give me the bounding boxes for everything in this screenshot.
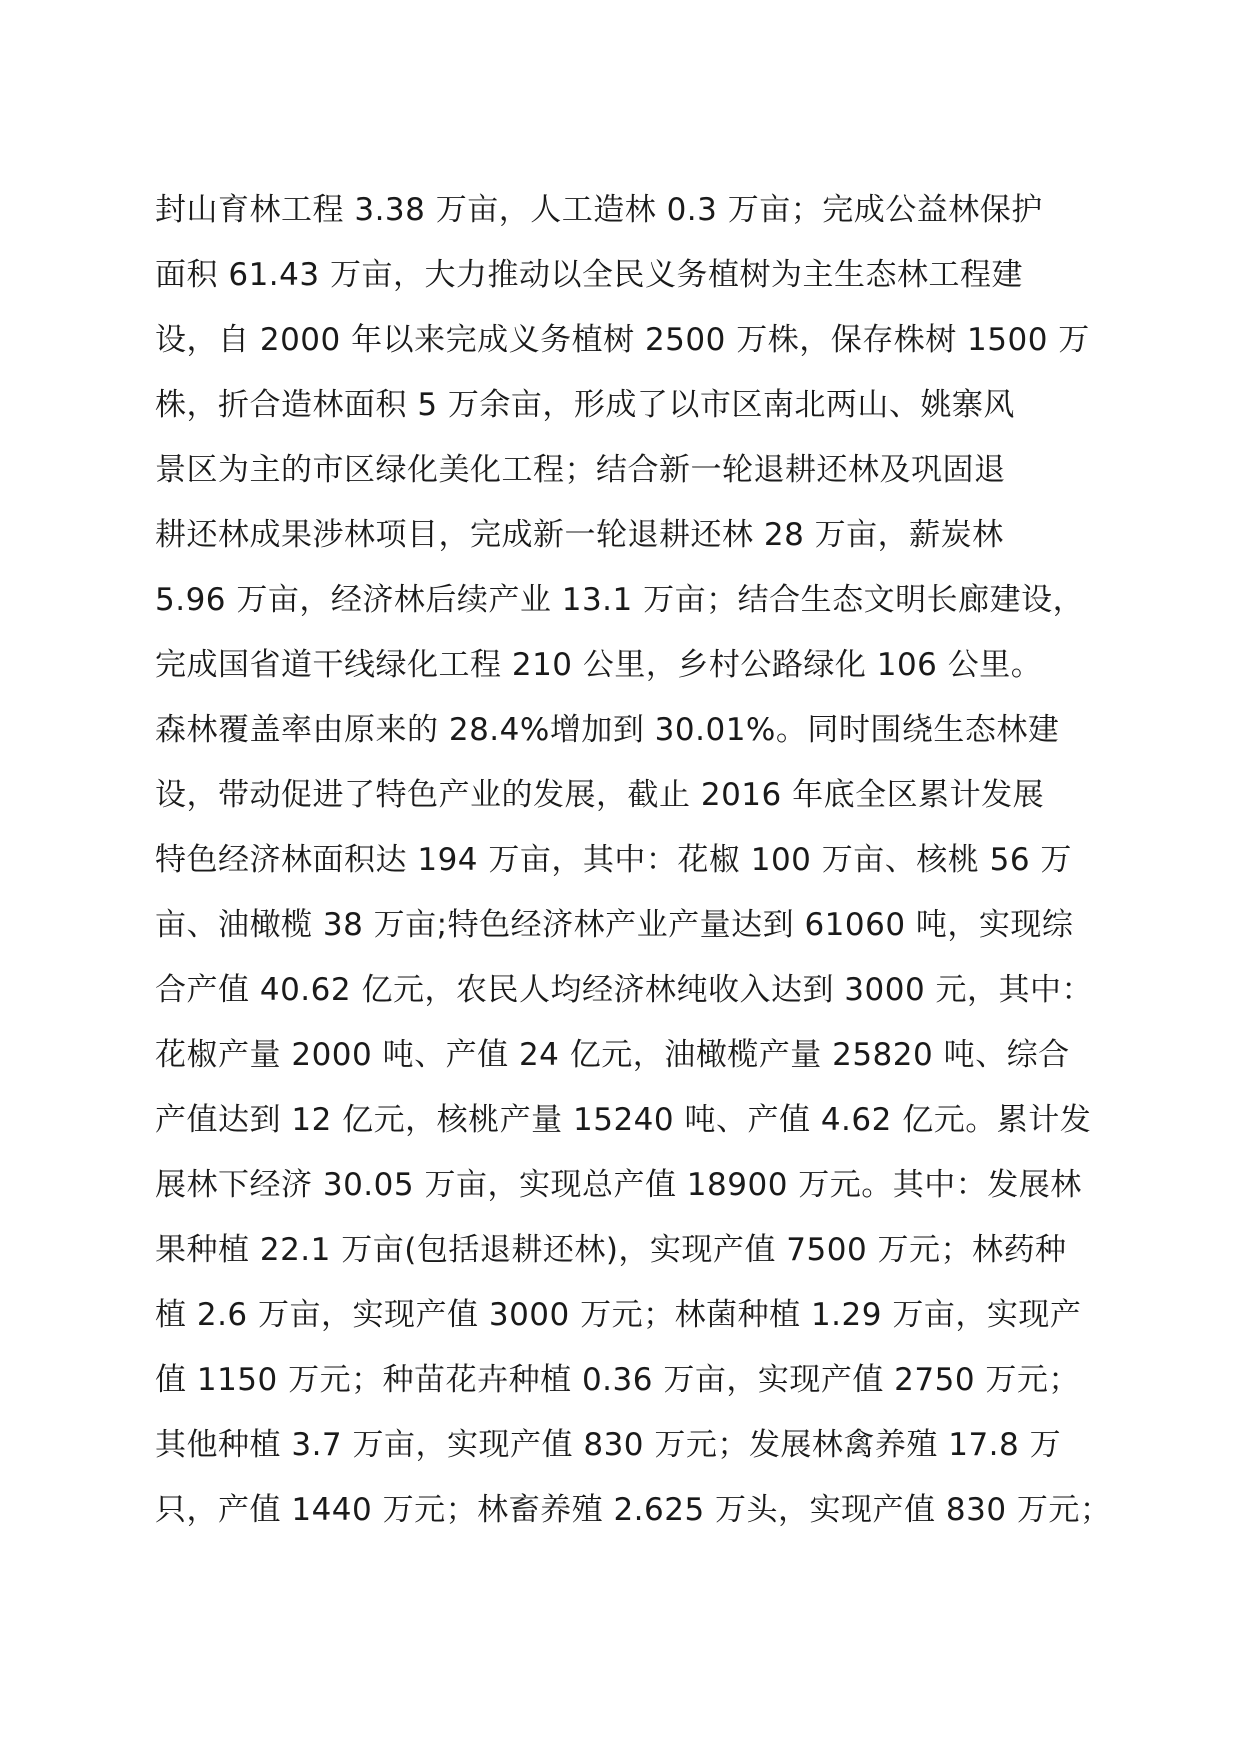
text-line: 设，带动促进了特色产业的发展，截止 2016 年底全区累计发展 <box>155 777 1045 813</box>
text-line: 果种植 22.1 万亩(包括退耕还林)，实现产值 7500 万元；林药种 <box>155 1232 1067 1268</box>
text-line: 展林下经济 30.05 万亩，实现总产值 18900 万元。其中：发展林 <box>155 1167 1082 1203</box>
text-line: 5.96 万亩，经济林后续产业 13.1 万亩；结合生态文明长廊建设， <box>155 582 1085 618</box>
body-paragraph <box>155 186 1112 1551</box>
text-line: 花椒产量 2000 吨、产值 24 亿元，油橄榄产量 25820 吨、综合 <box>155 1037 1070 1073</box>
text-line: 亩、油橄榄 38 万亩;特色经济林产业产量达到 61060 吨，实现综 <box>155 907 1074 943</box>
text-line: 完成国省道干线绿化工程 210 公里，乡村公路绿化 106 公里。 <box>155 647 1043 683</box>
text-line: 产值达到 12 亿元，核桃产量 15240 吨、产值 4.62 亿元。累计发 <box>155 1102 1092 1138</box>
text-line: 株，折合造林面积 5 万余亩，形成了以市区南北两山、姚寨风 <box>155 387 1015 423</box>
text-line: 值 1150 万元；种苗花卉种植 0.36 万亩，实现产值 2750 万元； <box>155 1362 1080 1398</box>
text-line: 面积 61.43 万亩，大力推动以全民义务植树为主生态林工程建 <box>155 257 1023 293</box>
text-line: 森林覆盖率由原来的 28.4%增加到 30.01%。同时围绕生态林建 <box>155 712 1060 748</box>
text-line: 植 2.6 万亩，实现产值 3000 万元；林菌种植 1.29 万亩，实现产 <box>155 1297 1082 1333</box>
text-line: 特色经济林面积达 194 万亩，其中：花椒 100 万亩、核桃 56 万 <box>155 842 1072 878</box>
text-line: 其他种植 3.7 万亩，实现产值 830 万元；发展林禽养殖 17.8 万 <box>155 1427 1062 1463</box>
text-line: 设，自 2000 年以来完成义务植树 2500 万株，保存株树 1500 万 <box>155 322 1090 358</box>
text-line: 景区为主的市区绿化美化工程；结合新一轮退耕还林及巩固退 <box>155 452 1006 488</box>
text-line: 合产值 40.62 亿元，农民人均经济林纯收入达到 3000 元，其中： <box>155 972 1094 1008</box>
text-line: 只，产值 1440 万元；林畜养殖 2.625 万头，实现产值 830 万元； <box>155 1492 1112 1528</box>
text-line: 耕还林成果涉林项目，完成新一轮退耕还林 28 万亩，薪炭林 <box>155 517 1004 553</box>
text-line: 封山育林工程 3.38 万亩，人工造林 0.3 万亩；完成公益林保护 <box>155 192 1043 228</box>
